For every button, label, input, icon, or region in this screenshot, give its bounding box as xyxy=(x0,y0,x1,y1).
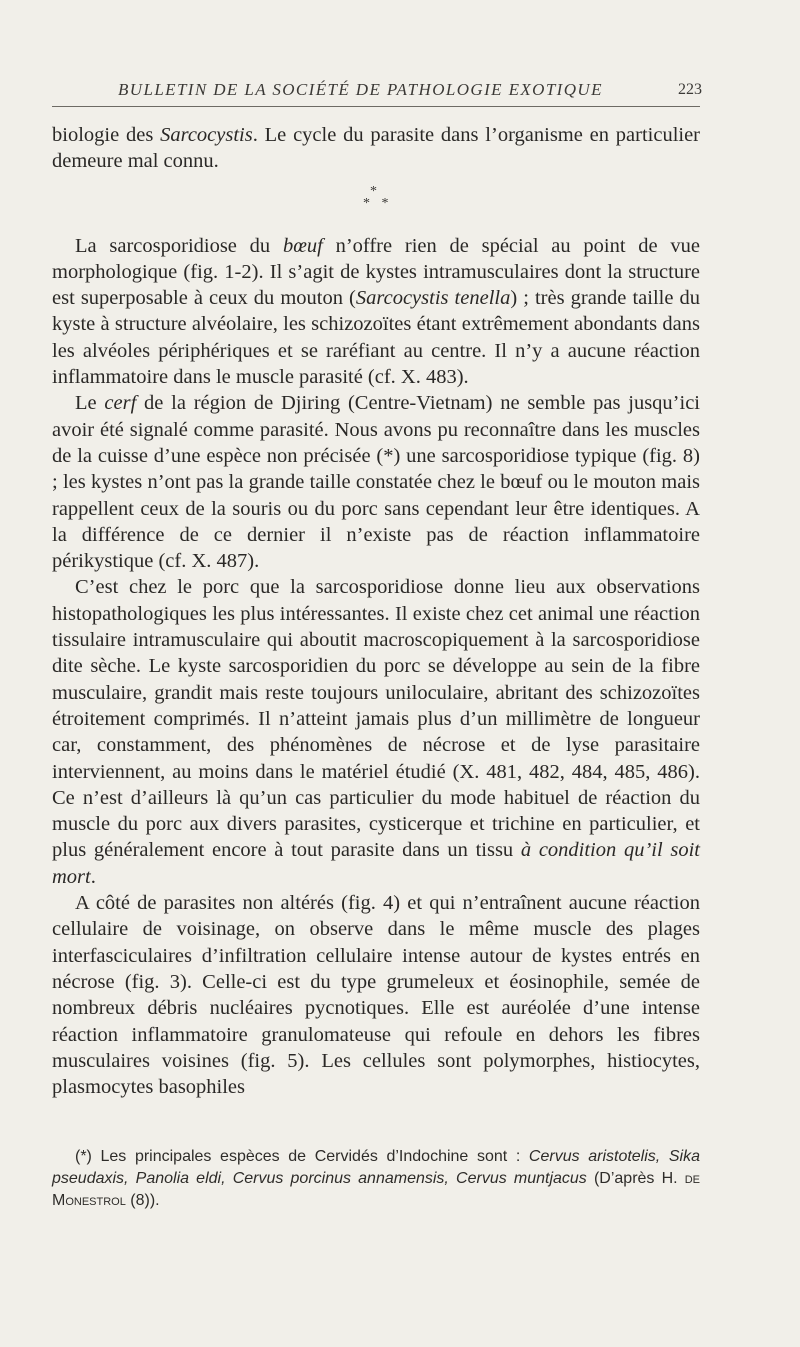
paragraph-cerf xyxy=(52,390,700,574)
running-title: BULLETIN DE LA SOCIÉTÉ DE PATHOLOGIE EXOTIQUE xyxy=(118,80,603,99)
section-asterism xyxy=(52,175,700,233)
asterism-top: * xyxy=(370,183,377,199)
author-name: de Monestrol xyxy=(52,1170,701,1209)
text-run: Le xyxy=(75,392,105,415)
main-text xyxy=(52,122,700,1100)
text-run: ) ; très grande taille du kyste à structure alvéolaire, les schizozoïtes étant extrêmement abondants dans les alvéoles périphériques et se raréfiant au centre. Il n’y a aucune réaction inflammatoire dans le muscle parasité (cf. X. 483). xyxy=(52,287,700,389)
asterism-bottom: * * xyxy=(363,195,393,211)
paragraph-boeuf xyxy=(52,233,700,391)
footnote-text xyxy=(52,1146,700,1212)
footnote xyxy=(52,1146,700,1212)
text-run: (8)). xyxy=(125,1192,160,1209)
text-run: . xyxy=(90,865,96,888)
page-number: 223 xyxy=(678,81,702,98)
paragraph-porc xyxy=(52,574,700,890)
italic-term: bœuf xyxy=(282,234,323,257)
text-run: n’offre rien de spécial au point de vue morphologique (fig. 1-2). Il s’agit de kystes intramusculaires dont la structure est superposable à ceux du mouton ( xyxy=(52,234,701,310)
text-run: . Le cycle du parasite dans l’organisme en particulier demeure mal connu. xyxy=(52,124,701,173)
text-run: La sarcosporidiose du xyxy=(75,234,283,257)
text-run: (D’après H. xyxy=(586,1170,685,1187)
italic-term: à condition qu’il soit mort xyxy=(52,839,700,888)
text-run: de la région de Djiring (Centre-Vietnam) ne semble pas jusqu’ici avoir été signalé comme parasité. Nous avons pu reconnaître dans les muscles de la cuisse d’une espèce non précisée (*) une sarcosporidiose typique (fig. 8) ; les kystes n’ont pas la grande taille constatée chez le bœuf ou le mouton mais rappellent ceux de la souris ou du porc sans cependant leur être identiques. A la différence de ce dernier il n’existe pas de réaction inflammatoire périkystique (cf. X. 487). xyxy=(52,392,700,573)
text-run: C’est chez le porc que la sarcosporidiose donne lieu aux observations histopathologiques les plus intéressantes. Il existe chez cet animal une réaction tissulaire intramusculaire qui aboutit macroscopiquement à la sarcosporidiose dite sèche. Le kyste sarcosporidien du porc se développe au sein de la fibre musculaire, grandit mais reste toujours uniloculaire, abritant des schizozoïtes étroitement comprimés. Il n’atteint jamais plus d’un millimètre de longueur car, constamment, des phénomènes de nécrose et de lyse parasitaire interviennent, au moins dans le matériel étudié (X. 481, 482, 484, 485, 486). Ce n’est d’ailleurs là qu’un cas particulier du mode habituel de réaction du muscle du porc aux divers parasites, cysticerque et trichine en particulier, et plus généralement encore à tout parasite dans un tissu xyxy=(52,576,700,862)
running-header xyxy=(52,80,700,107)
paragraph-continuation xyxy=(52,122,700,175)
italic-term: Sarcocystis xyxy=(160,124,253,146)
text-run: A côté de parasites non altérés (fig. 4) et qui n’entraînent aucune réaction cellulaire de voisinage, on observe dans le même muscle des plages interfasciculaires d’infiltration cellulaire intense autour de kystes entrés en nécrose (fig. 3). Celle-ci est du type grumeleux et éosinophile, semée de nombreux débris nucléaires pycnotiques. Elle est auréolée d’une intense réaction inflammatoire granulomateuse qui refoule en dehors les fibres musculaires voisines (fig. 5). Les cellules sont polymorphes, histiocytes, plasmocytes basophiles xyxy=(52,892,700,1099)
italic-term: cerf xyxy=(104,392,137,415)
text-run: biologie des xyxy=(52,124,161,146)
italic-species-list: Cervus aristotelis, Sika pseudaxis, Panolia eldi, Cervus porcinus annamensis, Cervus muntjacus xyxy=(52,1148,700,1187)
paragraph-parasites xyxy=(52,890,700,1100)
italic-term: Sarcocystis tenella xyxy=(355,287,511,310)
text-run: (*) Les principales espèces de Cervidés d’Indochine sont : xyxy=(75,1148,529,1165)
